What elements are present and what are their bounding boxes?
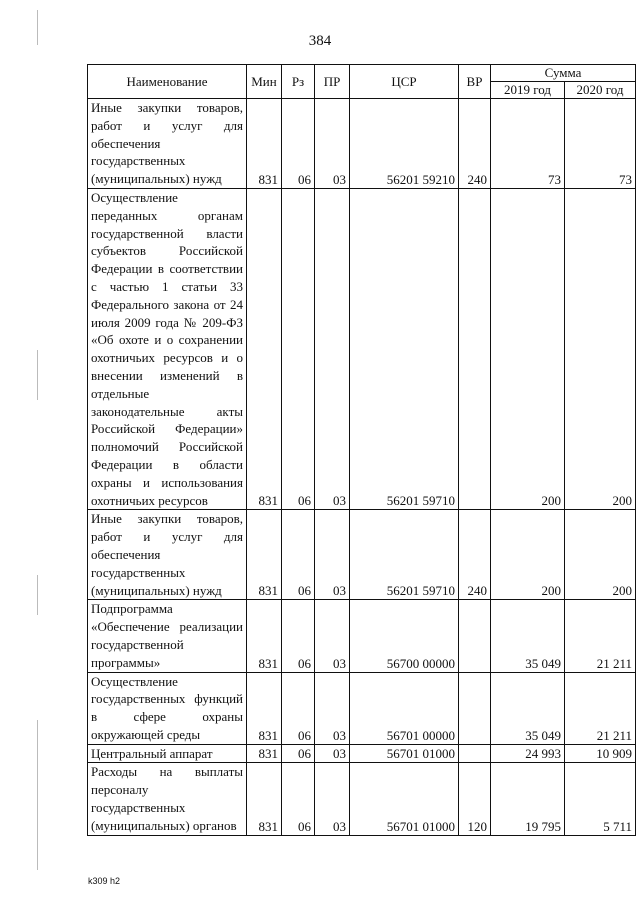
table-row [88, 188, 636, 509]
table-row [88, 744, 636, 763]
row-csr: 56701 01000 [350, 744, 459, 763]
column-header-vr: ВР [459, 65, 491, 99]
row-sum-2020: 200 [565, 188, 636, 509]
column-header-2020: 2020 год [565, 82, 636, 99]
row-vr [459, 600, 491, 672]
row-csr: 56201 59210 [350, 99, 459, 189]
row-name: Иные закупки товаров, работ и услуг для обеспечения государственных (муниципальных) нужд [88, 99, 247, 189]
column-header-csr: ЦСР [350, 65, 459, 99]
row-vr: 240 [459, 99, 491, 189]
table-row [88, 672, 636, 744]
row-vr: 120 [459, 763, 491, 835]
row-name: Расходы на выплаты персоналу государственных (муниципальных) органов [88, 763, 247, 835]
row-name: Иные закупки товаров, работ и услуг для обеспечения государственных (муниципальных) нужд [88, 510, 247, 600]
row-name: Подпрограмма «Обеспечение реализации государственной программы» [88, 600, 247, 672]
binding-margin-line [37, 350, 38, 400]
row-csr: 56700 00000 [350, 600, 459, 672]
row-min: 831 [247, 510, 282, 600]
budget-table [87, 64, 636, 836]
row-rz: 06 [282, 600, 315, 672]
row-pr: 03 [315, 600, 350, 672]
row-sum-2020: 21 211 [565, 600, 636, 672]
row-rz: 06 [282, 744, 315, 763]
row-vr: 240 [459, 510, 491, 600]
row-sum-2019: 19 795 [491, 763, 565, 835]
row-sum-2020: 21 211 [565, 672, 636, 744]
row-sum-2019: 35 049 [491, 672, 565, 744]
column-header-sum: Сумма [491, 65, 636, 82]
binding-margin-line [37, 575, 38, 615]
column-header-name: Наименование [88, 65, 247, 99]
row-vr [459, 744, 491, 763]
row-name: Осуществление государственных функций в сфере охраны окружающей среды [88, 672, 247, 744]
row-min: 831 [247, 744, 282, 763]
row-csr: 56201 59710 [350, 188, 459, 509]
table-row [88, 99, 636, 189]
row-pr: 03 [315, 510, 350, 600]
row-sum-2020: 5 711 [565, 763, 636, 835]
column-header-min: Мин [247, 65, 282, 99]
row-pr: 03 [315, 99, 350, 189]
row-min: 831 [247, 188, 282, 509]
row-vr [459, 188, 491, 509]
row-sum-2019: 35 049 [491, 600, 565, 672]
row-sum-2020: 10 909 [565, 744, 636, 763]
row-vr [459, 672, 491, 744]
row-name: Осуществление переданных органам государственной власти субъектов Российской Федерации в соответствии с частью 1 статьи 33 Федерального закона от 24 июля 2009 года № 209-ФЗ «Об охоте и о сохранении охотничьих ресурсов и о внесении изменений в отдельные законодательные акты Российской Федерации» полномочий Российской Федерации в области охраны и использования охотничьих ресурсов [88, 188, 247, 509]
row-sum-2020: 200 [565, 510, 636, 600]
row-sum-2019: 73 [491, 99, 565, 189]
row-pr: 03 [315, 188, 350, 509]
row-min: 831 [247, 763, 282, 835]
document-footer-code: k309 h2 [88, 876, 121, 886]
column-header-rz: Рз [282, 65, 315, 99]
page-number: 384 [308, 33, 332, 49]
row-rz: 06 [282, 188, 315, 509]
row-min: 831 [247, 99, 282, 189]
row-pr: 03 [315, 672, 350, 744]
column-header-pr: ПР [315, 65, 350, 99]
column-header-2019: 2019 год [491, 82, 565, 99]
table-row [88, 763, 636, 835]
row-pr: 03 [315, 744, 350, 763]
row-rz: 06 [282, 99, 315, 189]
row-min: 831 [247, 600, 282, 672]
row-rz: 06 [282, 763, 315, 835]
table-row [88, 510, 636, 600]
row-sum-2019: 200 [491, 510, 565, 600]
row-rz: 06 [282, 672, 315, 744]
row-sum-2019: 200 [491, 188, 565, 509]
binding-margin-line [37, 10, 38, 45]
row-rz: 06 [282, 510, 315, 600]
row-csr: 56701 00000 [350, 672, 459, 744]
row-sum-2019: 24 993 [491, 744, 565, 763]
row-sum-2020: 73 [565, 99, 636, 189]
row-min: 831 [247, 672, 282, 744]
row-name: Центральный аппарат [88, 744, 247, 763]
binding-margin-line [37, 720, 38, 870]
row-csr: 56201 59710 [350, 510, 459, 600]
row-pr: 03 [315, 763, 350, 835]
row-csr: 56701 01000 [350, 763, 459, 835]
table-row [88, 600, 636, 672]
